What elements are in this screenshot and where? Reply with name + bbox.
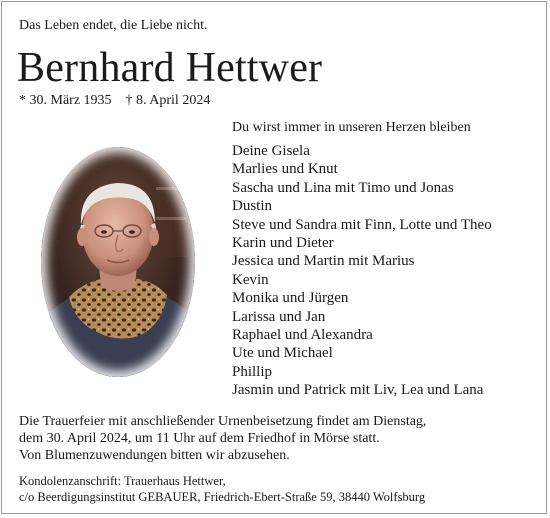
list-item: Jessica und Martin mit Marius (232, 253, 415, 270)
service-line: Die Trauerfeier mit anschließender Urnenbeisetzung findet am Dienstag, (19, 414, 427, 429)
list-item: Larissa und Jan (232, 308, 326, 325)
intro-line: Du wirst immer in unseren Herzen bleiben (232, 120, 471, 135)
condolence-address (19, 474, 425, 505)
life-dates (19, 93, 210, 109)
list-item: Raphael und Alexandra (232, 327, 373, 344)
funeral-service-info (19, 414, 426, 464)
obituary-notice (1, 1, 547, 514)
list-item: Marlies und Knut (232, 161, 338, 178)
birth-date: * 30. März 1935 (19, 93, 112, 108)
list-item: Monika und Jürgen (232, 290, 349, 307)
list-item: Ute und Michael (232, 345, 333, 362)
list-item: Jasmin und Patrick mit Liv, Lea und Lana (232, 382, 484, 399)
portrait-illustration (41, 147, 195, 377)
service-line: Von Blumenzuwendungen bitten wir abzusehen. (19, 447, 290, 463)
list-item: Karin und Dieter (232, 235, 334, 252)
service-line: dem 30. April 2024, um 11 Uhr auf dem Friedhof in Mörse statt. (19, 430, 380, 446)
condolence-line: Kondolenzanschrift: Trauerhaus Hettwer, (19, 474, 226, 488)
list-item: Phillip (232, 363, 273, 380)
list-item: Sascha und Lina mit Timo und Jonas (232, 179, 454, 196)
list-item: Deine Gisela (232, 143, 310, 159)
list-item: Kevin (232, 271, 269, 288)
list-item: Steve und Sandra mit Finn, Lotte und Theo (232, 216, 492, 233)
list-item: Dustin (232, 198, 273, 215)
death-date: † 8. April 2024 (125, 93, 211, 108)
condolence-line: c/o Beerdigungsinstitut GEBAUER, Friedrich-Ebert-Straße 59, 38440 Wolfsburg (19, 489, 426, 504)
mourners-list (232, 142, 492, 400)
motto: Das Leben endet, die Liebe nicht. (19, 18, 208, 33)
deceased-name: Bernhard Hettwer (17, 45, 323, 91)
portrait-photo (41, 147, 195, 377)
